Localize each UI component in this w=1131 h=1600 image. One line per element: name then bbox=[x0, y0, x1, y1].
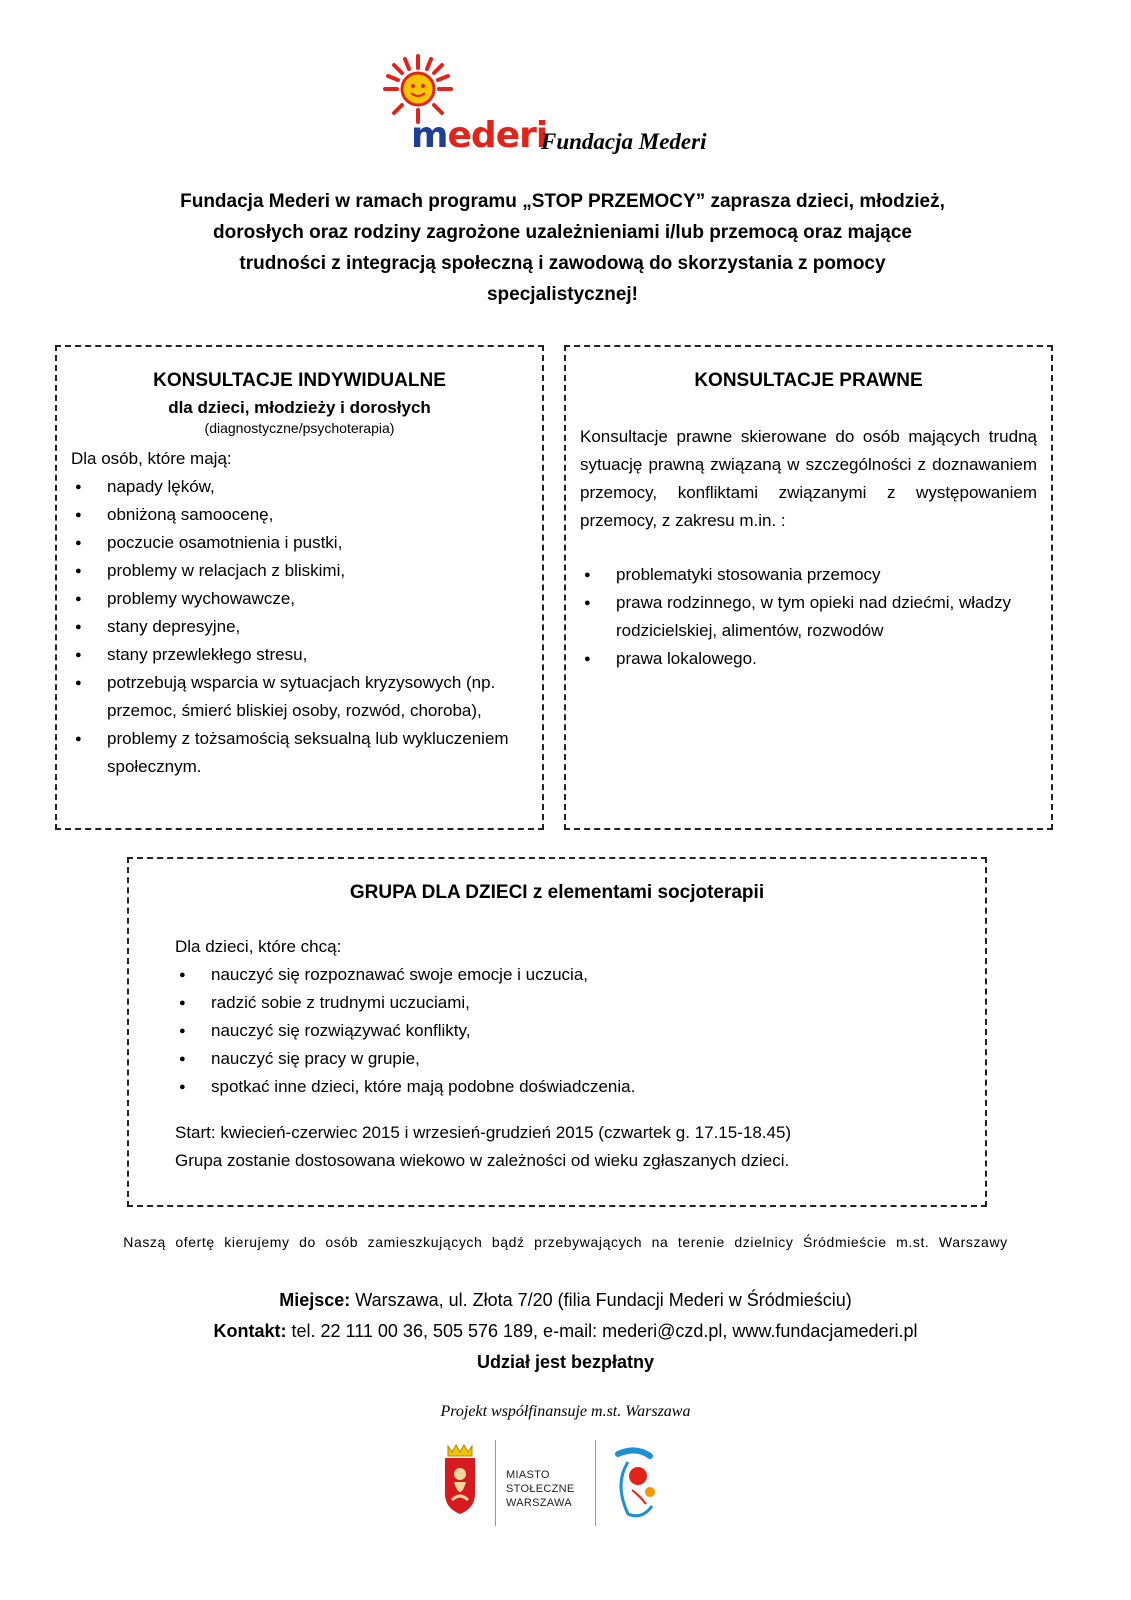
logo-wordmark bbox=[411, 115, 548, 156]
legal-paragraph: Konsultacje prawne skierowane do osób mających trudną sytuację prawną związaną w szczególności z doznawaniem przemocy, konfliktami związanymi z występowaniem przemocy, z zakresu m.in. : bbox=[580, 427, 1037, 530]
place-line bbox=[0, 1285, 1131, 1316]
contact-label: Kontakt: bbox=[213, 1321, 287, 1341]
group-start: Start: kwiecień-czerwiec 2015 i wrzesień-grudzień 2015 (czwartek g. 17.15-18.45) bbox=[175, 1123, 792, 1142]
individual-lead: Dla osób, które mają: bbox=[71, 449, 232, 468]
individual-note: (diagnostyczne/psychoterapia) bbox=[204, 420, 395, 436]
sponsor-divider bbox=[595, 1440, 596, 1526]
list-item: ● problemy wychowawcze, bbox=[71, 585, 528, 613]
sun-icon bbox=[383, 54, 453, 124]
group-list bbox=[175, 961, 985, 1101]
list-item: ● prawa rodzinnego, w tym opieki nad dziećmi, władzy rodzicielskiej, alimentów, rozwodów bbox=[580, 589, 1037, 645]
individual-list bbox=[71, 473, 528, 781]
city-name bbox=[506, 1468, 575, 1510]
sponsor-divider bbox=[495, 1440, 496, 1526]
legal-consultations-box bbox=[564, 345, 1053, 830]
organization-name: Fundacja Mederi bbox=[541, 129, 707, 154]
legal-list bbox=[580, 561, 1037, 673]
children-group-box bbox=[127, 857, 987, 1207]
place-value: Warszawa, ul. Złota 7/20 (filia Fundacji Mederi w Śródmieściu) bbox=[350, 1290, 852, 1310]
city-line: STOŁECZNE bbox=[506, 1483, 575, 1495]
group-note: Grupa zostanie dostosowana wiekowo w zależności od wieku zgłaszanych dzieci. bbox=[175, 1151, 790, 1170]
intro-line: specjalistycznej! bbox=[486, 284, 639, 305]
city-line: MIASTO bbox=[506, 1469, 550, 1481]
city-line: WARSZAWA bbox=[506, 1497, 572, 1509]
list-item: ● problemy w relacjach z bliskimi, bbox=[71, 557, 528, 585]
legal-title: KONSULTACJE PRAWNE bbox=[694, 370, 923, 391]
list-item: ● nauczyć się pracy w grupie, bbox=[175, 1045, 985, 1073]
logo-text: mederi bbox=[411, 115, 548, 156]
list-item: ● nauczyć się rozpoznawać swoje emocje i uczucia, bbox=[175, 961, 985, 989]
free-participation: Udział jest bezpłatny bbox=[476, 1352, 655, 1372]
audience-text: Naszą ofertę kierujemy do osób zamieszkujących bądź przebywających na terenie dzielnicy Śródmieście m.st. Warszawy bbox=[123, 1234, 1008, 1250]
list-item: ● nauczyć się rozwiązywać konflikty, bbox=[175, 1017, 985, 1045]
group-lead: Dla dzieci, które chcą: bbox=[175, 937, 342, 956]
list-item: ● napady lęków, bbox=[71, 473, 528, 501]
list-item: ● radzić sobie z trudnymi uczuciami, bbox=[175, 989, 985, 1017]
cofinance-text: Projekt współfinansuje m.st. Warszawa bbox=[440, 1403, 691, 1420]
group-title: GRUPA DLA DZIECI z elementami socjoterapii bbox=[349, 882, 765, 903]
intro-text bbox=[120, 186, 1005, 310]
intro-line: Fundacja Mederi w ramach programu „STOP PRZEMOCY” zaprasza dzieci, młodzież, bbox=[180, 191, 945, 212]
list-item: ● stany depresyjne, bbox=[71, 613, 528, 641]
program-logo-icon bbox=[610, 1444, 670, 1524]
intro-line: trudności z integracją społeczną i zawodową do skorzystania z pomocy bbox=[239, 253, 886, 274]
list-item: ● spotkać inne dzieci, które mają podobne doświadczenia. bbox=[175, 1073, 985, 1101]
list-item: ● potrzebują wsparcia w sytuacjach kryzysowych (np. przemoc, śmierć bliskiej osoby, rozwód, choroba), bbox=[71, 669, 528, 725]
warsaw-coat-of-arms-icon bbox=[442, 1442, 478, 1518]
individual-title: KONSULTACJE INDYWIDUALNE bbox=[153, 370, 446, 391]
list-item: ● prawa lokalowego. bbox=[580, 645, 1037, 673]
place-label: Miejsce: bbox=[279, 1290, 351, 1310]
individual-subtitle: dla dzieci, młodzieży i dorosłych bbox=[168, 398, 431, 417]
individual-consultations-box bbox=[55, 345, 544, 830]
contact-line bbox=[0, 1316, 1131, 1347]
contact-value: tel. 22 111 00 36, 505 576 189, e-mail: mederi@czd.pl, www.fundacjamederi.pl bbox=[286, 1321, 918, 1341]
contact-block bbox=[0, 1285, 1131, 1378]
list-item: ● obniżoną samoocenę, bbox=[71, 501, 528, 529]
list-item: ● problematyki stosowania przemocy bbox=[580, 561, 1037, 589]
list-item: ● poczucie osamotnienia i pustki, bbox=[71, 529, 528, 557]
intro-line: dorosłych oraz rodziny zagrożone uzależnieniami i/lub przemocą oraz mające bbox=[213, 222, 912, 243]
mederi-logo bbox=[383, 54, 763, 164]
list-item: ● problemy z tożsamością seksualną lub wykluczeniem społecznym. bbox=[71, 725, 528, 781]
sponsor-logos bbox=[440, 1432, 700, 1532]
list-item: ● stany przewlekłego stresu, bbox=[71, 641, 528, 669]
